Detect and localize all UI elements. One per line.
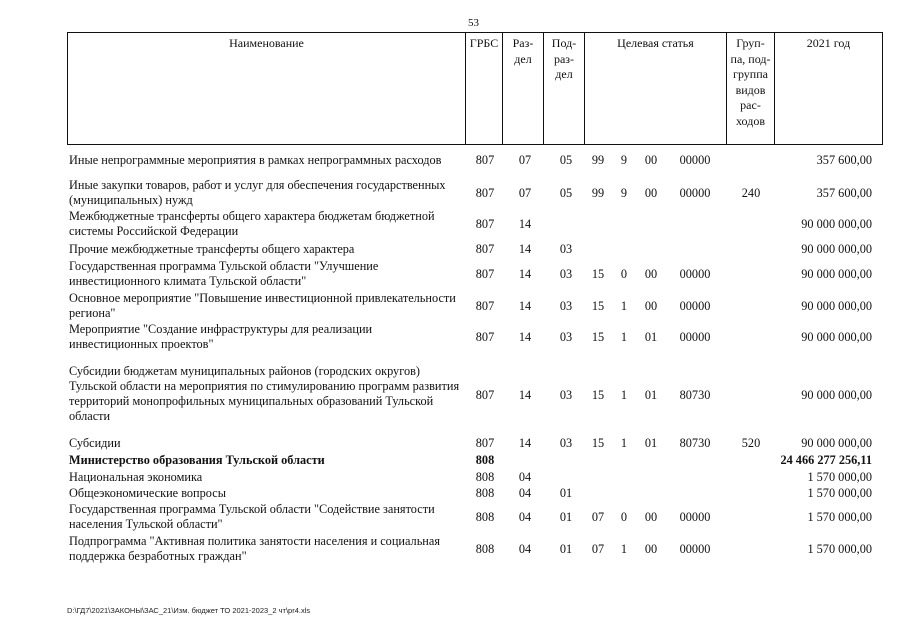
header-podrazdel: Под- раз- дел	[543, 33, 584, 144]
cell-t3: 00	[644, 153, 658, 167]
cell-razdel: 07	[518, 185, 532, 200]
cell-t3: 01	[644, 436, 658, 450]
cell-grbs: 808	[475, 509, 495, 524]
cell-grbs: 807	[475, 329, 495, 344]
footer-path: D:\ГД7\2021\ЗАКОНЫ\ЗАС_21\Изм. бюджет ТО 2021-2023_2 чт\pr4.xls	[67, 606, 311, 615]
cell-t4: 00000	[679, 185, 711, 200]
cell-amount: 90 000 000,00	[801, 436, 872, 450]
header-razdel: Раз- дел	[502, 33, 543, 144]
cell-t2: 0	[620, 509, 628, 524]
cell-amount: 90 000 000,00	[801, 242, 872, 256]
cell-amount: 357 600,00	[816, 153, 872, 167]
cell-t2: 9	[620, 153, 628, 167]
row-name: Иные закупки товаров, работ и услуг для обеспечения государственных (муниципальных) нужд	[69, 178, 446, 207]
cell-t3: 00	[644, 541, 658, 556]
cell-grbs: 808	[475, 486, 495, 500]
row-name: Основное мероприятие "Повышение инвестиционной привлекательности региона"	[69, 291, 456, 320]
table-row	[0, 453, 905, 468]
cell-grbs: 807	[475, 242, 495, 256]
cell-grbs: 808	[475, 453, 495, 467]
row-name: Министерство образования Тульской области	[69, 453, 325, 467]
cell-t2: 1	[620, 541, 628, 556]
cell-t1: 15	[591, 436, 605, 450]
cell-razdel: 04	[518, 509, 532, 524]
cell-t4: 00000	[679, 298, 711, 313]
cell-t1: 07	[591, 541, 605, 556]
cell-podrazdel: 05	[559, 185, 573, 200]
row-name: Иные непрограммные мероприятия в рамках непрограммных расходов	[69, 153, 442, 167]
cell-razdel: 14	[518, 242, 532, 256]
row-name: Прочие межбюджетные трансферты общего характера	[69, 242, 355, 256]
table-row	[0, 436, 905, 451]
cell-amount: 90 000 000,00	[801, 387, 872, 402]
cell-podrazdel: 01	[559, 486, 573, 500]
table-row	[0, 322, 905, 352]
header-target: Целевая статья	[584, 33, 726, 144]
cell-t2: 9	[620, 185, 628, 200]
table-row	[0, 502, 905, 532]
cell-amount: 1 570 000,00	[807, 470, 872, 484]
cell-grbs: 807	[475, 185, 495, 200]
cell-t1: 99	[591, 153, 605, 167]
page-number: 53	[468, 17, 479, 29]
cell-t4: 80730	[679, 436, 711, 450]
cell-razdel: 04	[518, 541, 532, 556]
cell-razdel: 14	[518, 387, 532, 402]
cell-t2: 0	[620, 266, 628, 281]
cell-t2: 1	[620, 329, 628, 344]
table-row	[0, 242, 905, 257]
cell-t1: 15	[591, 266, 605, 281]
table-row	[0, 153, 905, 168]
cell-podrazdel: 03	[559, 298, 573, 313]
cell-amount: 1 570 000,00	[807, 509, 872, 524]
cell-t3: 00	[644, 509, 658, 524]
cell-t4: 00000	[679, 266, 711, 281]
cell-amount: 1 570 000,00	[807, 541, 872, 556]
cell-podrazdel: 03	[559, 329, 573, 344]
row-name: Национальная экономика	[69, 470, 203, 484]
header-group: Груп- па, под- группа видов рас- ходов	[726, 33, 774, 144]
row-name: Государственная программа Тульской области "Улучшение инвестиционного климата Тульской области"	[69, 259, 379, 288]
cell-grbs: 808	[475, 541, 495, 556]
cell-podrazdel: 05	[559, 153, 573, 167]
cell-podrazdel: 01	[559, 509, 573, 524]
cell-grbs: 807	[475, 153, 495, 167]
cell-podrazdel: 03	[559, 266, 573, 281]
table-row	[0, 364, 905, 426]
cell-razdel: 04	[518, 486, 532, 500]
cell-t2: 1	[620, 436, 628, 450]
cell-t3: 01	[644, 387, 658, 402]
cell-t1: 15	[591, 329, 605, 344]
cell-podrazdel: 03	[559, 436, 573, 450]
table-row	[0, 470, 905, 485]
cell-t1: 07	[591, 509, 605, 524]
header-year: 2021 год	[774, 33, 882, 144]
cell-grbs: 807	[475, 436, 495, 450]
cell-t4: 00000	[679, 541, 711, 556]
cell-grbs: 807	[475, 216, 495, 231]
cell-t3: 00	[644, 298, 658, 313]
row-name: Субсидии бюджетам муниципальных районов (городских округов) Тульской области на мероприятия по стимулированию программ развития территорий монопрофильных муниципальных образований Тульской области	[69, 364, 460, 423]
cell-amount: 90 000 000,00	[801, 329, 872, 344]
cell-t2: 1	[620, 298, 628, 313]
cell-grbs: 808	[475, 470, 495, 484]
cell-amount: 90 000 000,00	[801, 216, 872, 231]
row-name: Подпрограмма "Активная политика занятости населения и социальная поддержка безработных граждан"	[69, 534, 440, 563]
table-header	[67, 32, 883, 145]
cell-t3: 01	[644, 329, 658, 344]
cell-t3: 00	[644, 266, 658, 281]
cell-grbs: 807	[475, 266, 495, 281]
row-name: Общеэкономические вопросы	[69, 486, 226, 500]
table-row	[0, 534, 905, 564]
cell-razdel: 14	[518, 298, 532, 313]
cell-podrazdel: 03	[559, 242, 573, 256]
table-row	[0, 291, 905, 321]
cell-podrazdel: 03	[559, 387, 573, 402]
table-row	[0, 209, 905, 239]
cell-podrazdel: 01	[559, 541, 573, 556]
cell-t2: 1	[620, 387, 628, 402]
cell-t4: 00000	[679, 329, 711, 344]
cell-razdel: 14	[518, 266, 532, 281]
cell-t4: 00000	[679, 509, 711, 524]
row-name: Мероприятие "Создание инфраструктуры для реализации инвестиционных проектов"	[69, 322, 373, 351]
cell-razdel: 14	[518, 216, 532, 231]
cell-grbs: 807	[475, 298, 495, 313]
header-grbs: ГРБС	[465, 33, 502, 144]
cell-amount: 24 466 277 256,11	[780, 453, 872, 467]
cell-razdel: 14	[518, 436, 532, 450]
cell-razdel: 14	[518, 329, 532, 344]
table-row	[0, 486, 905, 501]
cell-t1: 15	[591, 387, 605, 402]
cell-t1: 99	[591, 185, 605, 200]
row-name: Межбюджетные трансферты общего характера бюджетам бюджетной системы Российской Федерации	[69, 209, 435, 238]
cell-t1: 15	[591, 298, 605, 313]
row-name: Субсидии	[69, 436, 121, 450]
cell-amount: 1 570 000,00	[807, 486, 872, 500]
cell-amount: 90 000 000,00	[801, 298, 872, 313]
cell-amount: 357 600,00	[816, 185, 872, 200]
cell-razdel: 07	[518, 153, 532, 167]
cell-group: 520	[741, 436, 761, 450]
table-row	[0, 178, 905, 208]
cell-t3: 00	[644, 185, 658, 200]
cell-t4: 80730	[679, 387, 711, 402]
table-row	[0, 259, 905, 289]
row-name: Государственная программа Тульской области "Содействие занятости населения Тульской области"	[69, 502, 435, 531]
header-name: Наименование	[229, 36, 304, 50]
cell-amount: 90 000 000,00	[801, 266, 872, 281]
cell-razdel: 04	[518, 470, 532, 484]
cell-group: 240	[741, 185, 761, 200]
cell-grbs: 807	[475, 387, 495, 402]
cell-t4: 00000	[679, 153, 711, 167]
